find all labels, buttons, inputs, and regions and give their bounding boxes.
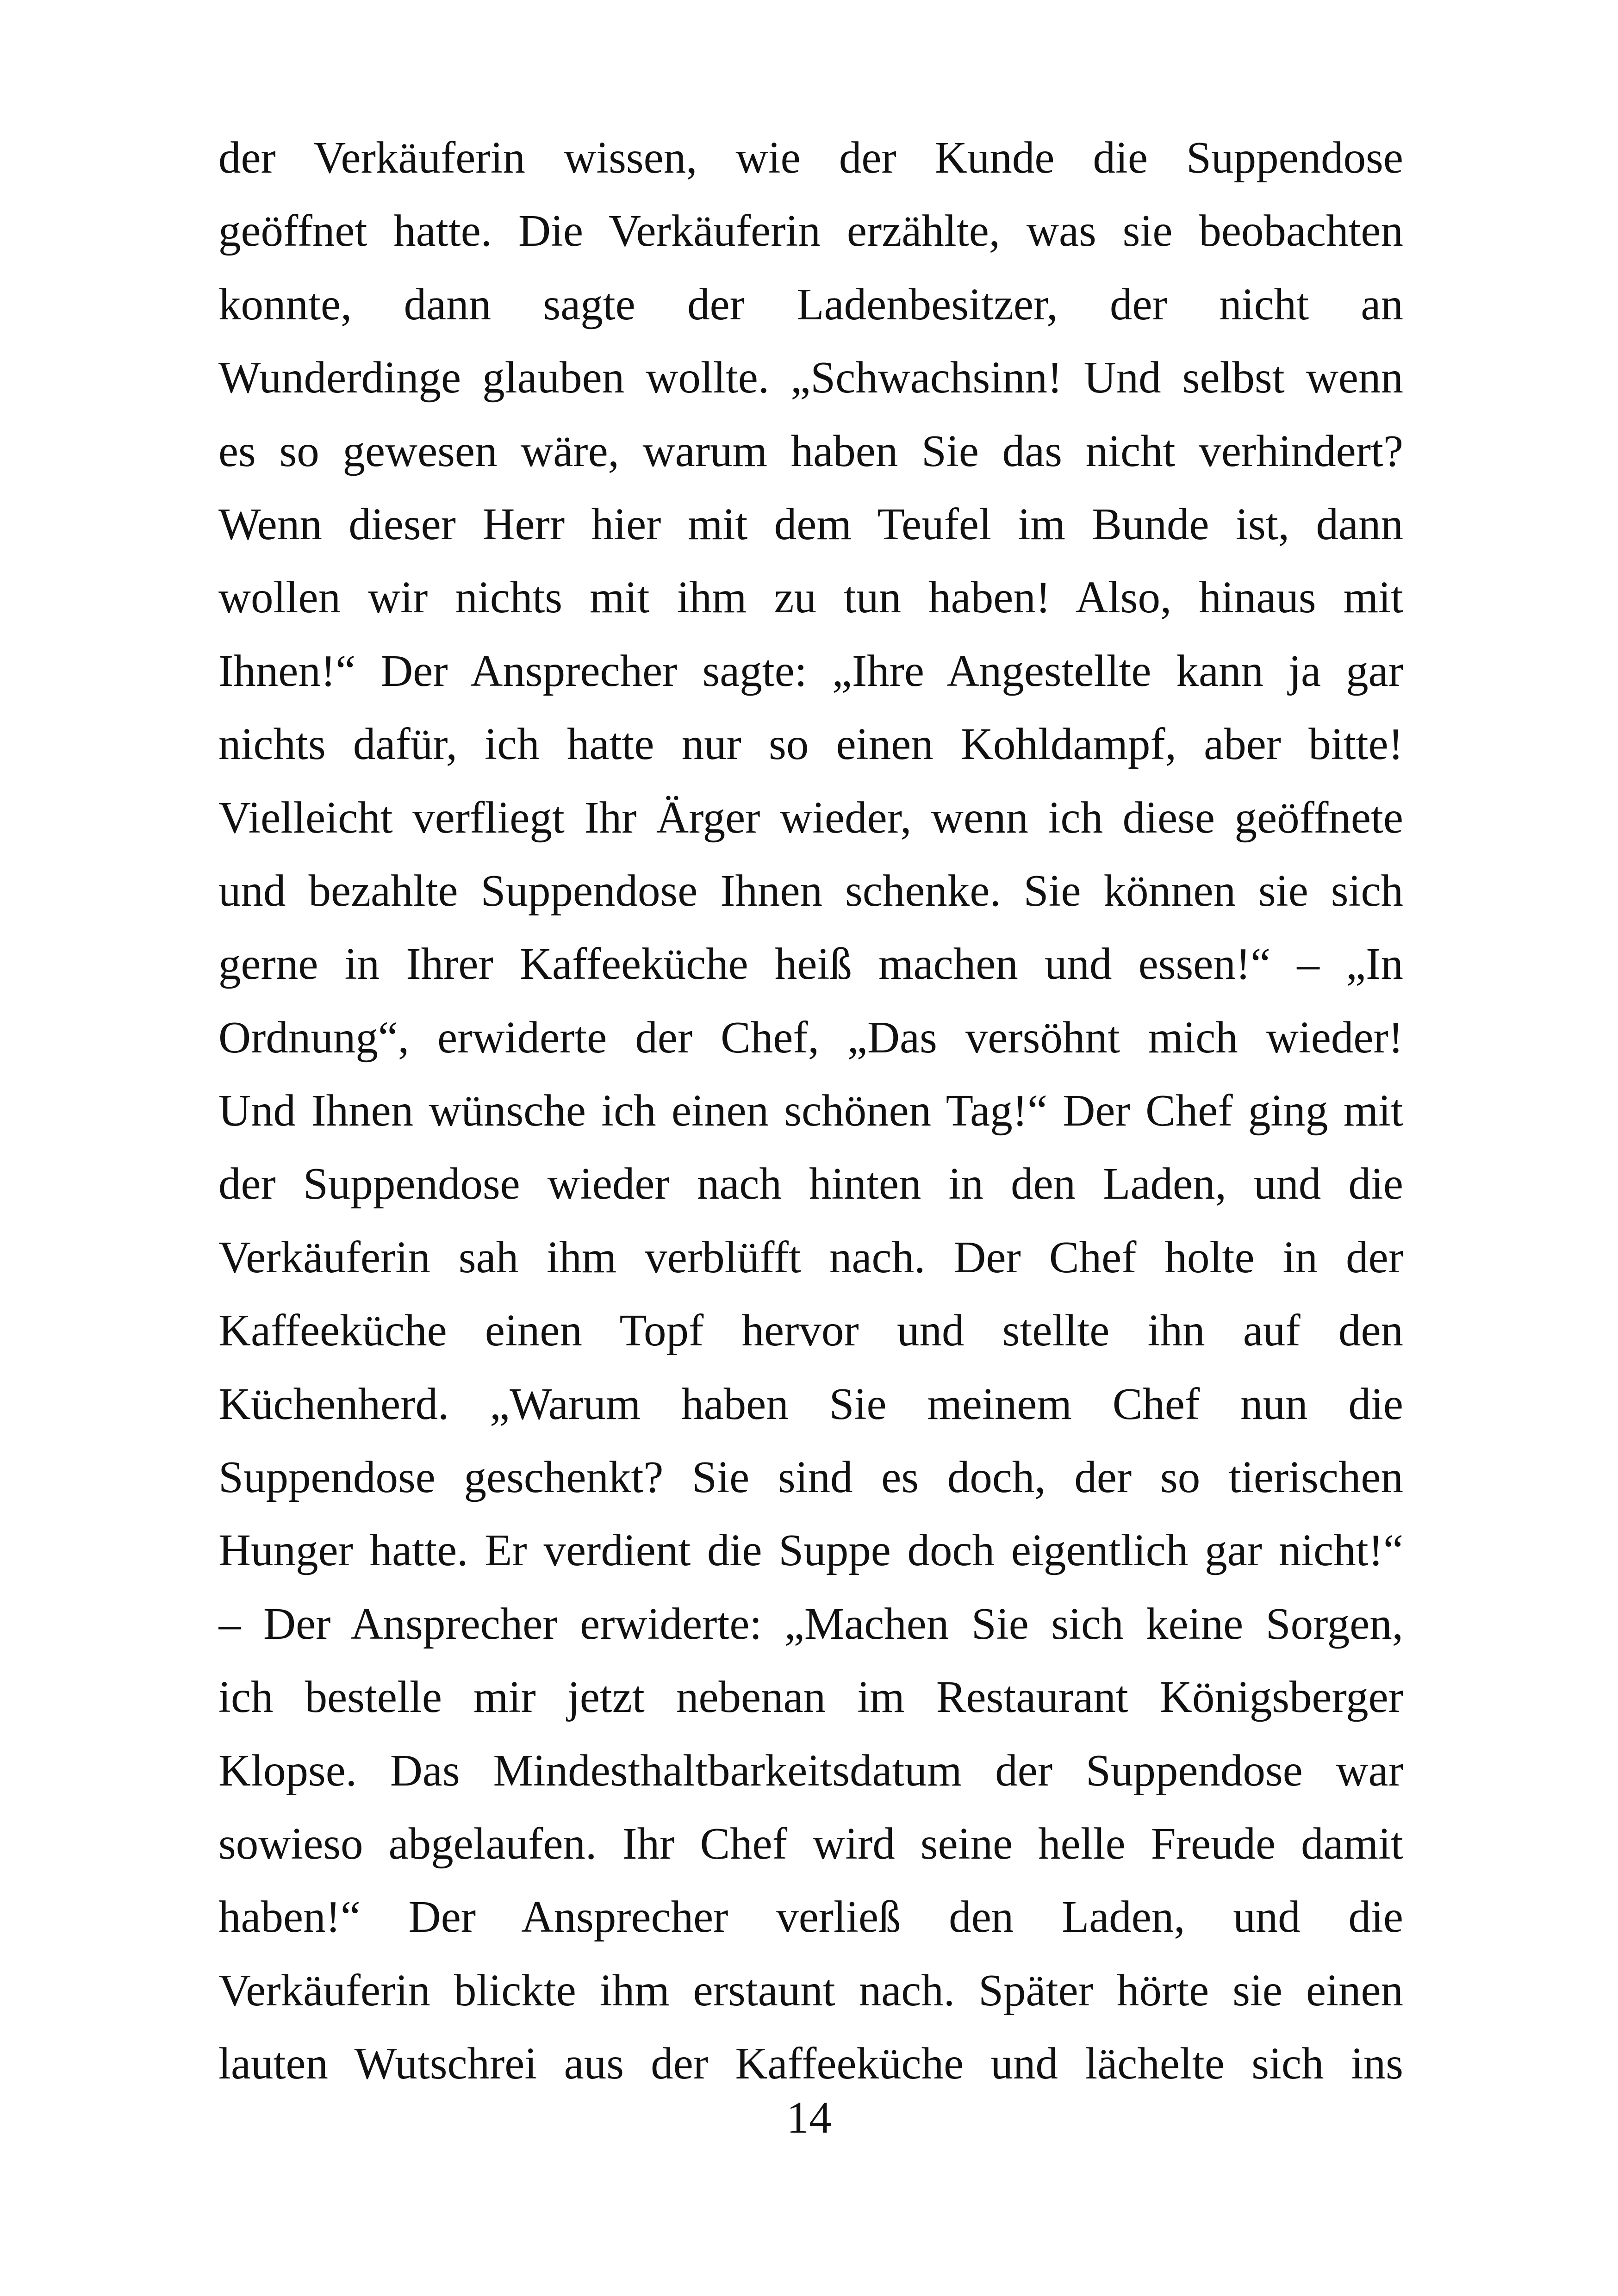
text-line: Vielleicht verfliegt Ihr Ärger wieder, wenn ich diese geöffnete	[218, 792, 1403, 842]
text-line: Suppendose geschenkt? Sie sind es doch, der so tierischen	[218, 1452, 1403, 1502]
text-line: der Suppendose wieder nach hinten in den Laden, und die	[218, 1159, 1403, 1209]
text-line: nichts dafür, ich hatte nur so einen Kohldampf, aber bitte!	[218, 719, 1403, 769]
text-line: haben!“ Der Ansprecher verließ den Laden, und die	[218, 1892, 1403, 1942]
text-line: ich bestelle mir jetzt nebenan im Restaurant Königsberger	[218, 1672, 1403, 1722]
text-line: konnte, dann sagte der Ladenbesitzer, der nicht an	[218, 279, 1403, 329]
text-line: lauten Wutschrei aus der Kaffeeküche und lächelte sich ins	[218, 2039, 1403, 2089]
body-text	[218, 121, 1403, 2101]
page-number: 14	[786, 2093, 832, 2142]
text-line: der Verkäuferin wissen, wie der Kunde die Suppendose	[218, 133, 1403, 182]
text-line: Kaffeeküche einen Topf hervor und stellte ihn auf den	[218, 1306, 1403, 1356]
text-line: Küchenherd. „Warum haben Sie meinem Chef nun die	[218, 1379, 1403, 1429]
text-line: Wunderdinge glauben wollte. „Schwachsinn! Und selbst wenn	[218, 353, 1403, 403]
text-line: Klopse. Das Mindesthaltbarkeitsdatum der Suppendose war	[218, 1745, 1403, 1795]
text-line: Ordnung“, erwiderte der Chef, „Das versöhnt mich wieder!	[218, 1012, 1403, 1062]
text-line: Und Ihnen wünsche ich einen schönen Tag!“ Der Chef ging mit	[218, 1086, 1403, 1136]
text-line: es so gewesen wäre, warum haben Sie das nicht verhindert?	[218, 426, 1403, 476]
text-line: Hunger hatte. Er verdient die Suppe doch eigentlich gar nicht!“	[218, 1525, 1403, 1575]
text-line: geöffnet hatte. Die Verkäuferin erzählte, was sie beobachten	[218, 206, 1403, 256]
text-line: sowieso abgelaufen. Ihr Chef wird seine helle Freude damit	[218, 1818, 1403, 1868]
text-line: Verkäuferin blickte ihm erstaunt nach. Später hörte sie einen	[218, 1965, 1403, 2015]
text-line: – Der Ansprecher erwiderte: „Machen Sie sich keine Sorgen,	[218, 1599, 1403, 1649]
text-line: gerne in Ihrer Kaffeeküche heiß machen und essen!“ – „In	[218, 939, 1403, 989]
text-line: Ihnen!“ Der Ansprecher sagte: „Ihre Angestellte kann ja gar	[218, 646, 1403, 696]
text-line: Wenn dieser Herr hier mit dem Teufel im Bunde ist, dann	[218, 499, 1403, 549]
text-line: wollen wir nichts mit ihm zu tun haben! Also, hinaus mit	[218, 572, 1403, 622]
text-line: und bezahlte Suppendose Ihnen schenke. Sie können sie sich	[218, 865, 1403, 915]
text-line: Verkäuferin sah ihm verblüfft nach. Der Chef holte in der	[218, 1232, 1403, 1282]
